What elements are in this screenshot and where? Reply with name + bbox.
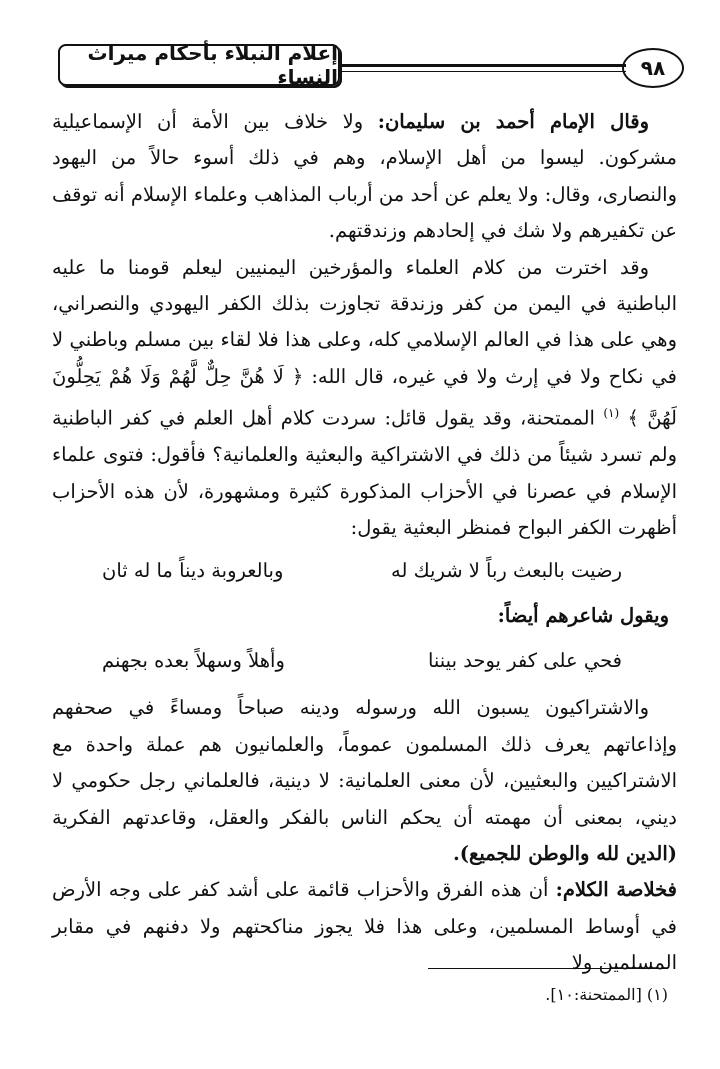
paragraph-3 — [52, 690, 677, 872]
paragraph-1-lead: وقال الإمام أحمد بن سليمان: — [377, 110, 649, 133]
verse-1 — [52, 546, 677, 596]
paragraph-3-bold-tail: (الدين لله والوطن للجميع). — [452, 842, 677, 865]
page-header — [58, 41, 684, 94]
paragraph-2-text-after: الممتحنة، وقد يقول قائل: سردت كلام أهل العلم في كفر الباطنية ولم تسرد شيئاً من ذلك في الاشتراكية والبعثية والعلمانية؟ فأقول: فتوى علماء الإسلام في عصرنا في الأحزاب المذكورة كثيرة ومشهورة، لأن هذه الأحزاب أظهرت الكفر البواح فمنظر البعثية يقول: — [52, 406, 677, 539]
paragraph-1-text: ولا خلاف بين الأمة أن الإسماعيلية مشركون. ليسوا من أهل الإسلام، وهم في ذلك أسوء حالاً من اليهود والنصارى، وقال: ولا يعلم عن أحد من أرباب المذاهب وعلماء الإسلام أنه توقف عن تكفيرهم ولا شك في إلحادهم وزندقتهم. — [52, 110, 677, 243]
header-rule-thin — [342, 71, 626, 72]
paragraph-2-text: وقد اخترت من كلام العلماء والمؤرخين اليمنيين ليعلم قومنا ما عليه الباطنية في اليمن من كفر وزندقة تجاوزت بذلك الكفر اليهودي والنصراني، وهي على هذا في العالم الإسلامي كله، وعلى هذا فلا لقاء بين مسلم وباطني لا في نكاح ولا في إرث ولا في غيره، قال الله: ﴿ لَا هُنَّ حِلٌّ لَّهُمْ وَلَا هُمْ يَحِلُّونَ لَهُنَّ ﴾ — [52, 255, 677, 430]
verse-2-right: فحي على كفر يوحد بيننا — [427, 649, 622, 673]
paragraph-2 — [52, 250, 677, 547]
header-rule-thick — [342, 64, 626, 67]
verse-1-left: وبالعروبة ديناً ما له ثان — [102, 559, 284, 583]
paragraph-4-text: أن هذه الفرق والأحزاب قائمة على أشد كفر على وجه الأرض في أوساط المسلمين، وعلى هذا فلا يجوز مناكحتهم ولا دفنهم في مقابر المسلمين ولا — [52, 878, 677, 975]
page-body — [52, 104, 677, 982]
book-title-frame — [58, 41, 340, 89]
footnote-ref[interactable]: (١) — [603, 406, 620, 421]
book-title: إعلام النبلاء بأحكام ميراث النساء — [87, 41, 338, 89]
verse-2 — [52, 636, 677, 686]
paragraph-4 — [52, 872, 677, 981]
verse-2-left: وأهلاً وسهلاً بعده بجهنم — [102, 649, 285, 673]
footnote-separator — [428, 968, 668, 969]
paragraph-3-text: والاشتراكيون يسبون الله ورسوله ودينه صباحاً ومساءً في صحفهم وإذاعاتهم يعرف ذلك المسلمون عموماً، والعلمانيون هم عملة واحدة مع الاشتراكيين والبعثيين، لأن معنى العلمانية: لا دينية، فالعلماني رجل حكومي لا ديني، بمعنى أن مهمته أن يحكم الناس بالفكر والعقل، وقاعدتهم الفكرية — [52, 696, 677, 829]
verse-1-right: رضيت بالبعث رباً لا شريك له — [390, 559, 622, 583]
footnote: (١) [الممتحنة:١٠]. — [545, 985, 668, 1004]
page-number: ٩٨ — [622, 48, 684, 88]
verse-intro: ويقول شاعرهم أيضاً: — [497, 604, 669, 628]
paragraph-1 — [52, 104, 677, 250]
paragraph-4-lead: فخلاصة الكلام: — [555, 878, 677, 902]
